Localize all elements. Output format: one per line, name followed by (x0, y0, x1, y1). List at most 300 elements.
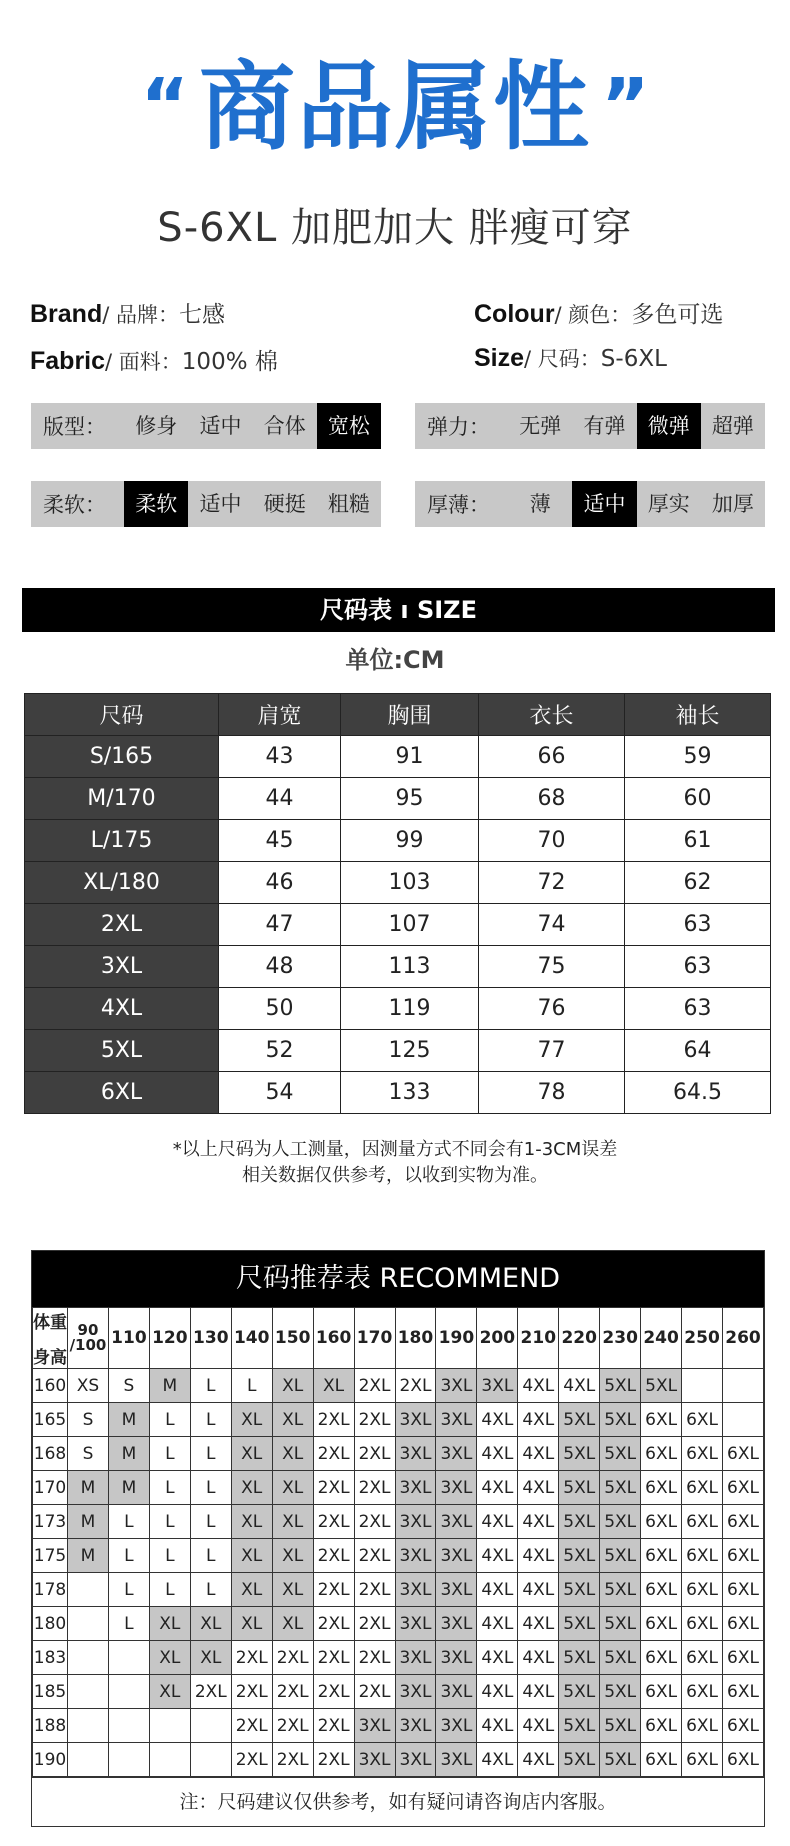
size-value-cell: 61 (625, 820, 771, 862)
size-value-cell: 99 (341, 820, 479, 862)
header-cell: 肩宽 (219, 694, 341, 736)
recommend-size-cell: 3XL (436, 1675, 477, 1709)
recommend-size-cell: 6XL (641, 1539, 682, 1573)
recommend-size-cell: 6XL (641, 1437, 682, 1471)
recommend-size-cell: 6XL (682, 1573, 723, 1607)
recommend-size-cell: 6XL (682, 1539, 723, 1573)
recommend-size-cell: 5XL (559, 1437, 600, 1471)
recommend-size-cell: L (149, 1471, 190, 1505)
height-cell: 168 (33, 1437, 68, 1471)
size-value-cell: 74 (479, 904, 625, 946)
height-cell: 185 (33, 1675, 68, 1709)
recommend-size-cell: 2XL (354, 1403, 395, 1437)
recommend-size-cell: 3XL (436, 1641, 477, 1675)
recommend-size-cell: 3XL (436, 1539, 477, 1573)
recommend-size-cell: 5XL (559, 1607, 600, 1641)
recommend-size-cell: S (108, 1369, 149, 1403)
size-value-cell: 91 (341, 736, 479, 778)
recommend-size-cell: 6XL (723, 1505, 764, 1539)
recommend-size-cell: 6XL (641, 1641, 682, 1675)
size-value-cell: 103 (341, 862, 479, 904)
selector-label: 弹力： (427, 415, 490, 439)
recommend-size-cell: 6XL (723, 1743, 764, 1777)
weight-header-cell: 160 (313, 1308, 354, 1369)
recommend-size-cell: M (108, 1437, 149, 1471)
weight-header-cell: 150 (272, 1308, 313, 1369)
size-value-cell: 107 (341, 904, 479, 946)
recommend-size-cell: 4XL (477, 1607, 518, 1641)
recommend-size-cell: XL (190, 1607, 231, 1641)
attr-colour-en: Colour (474, 300, 555, 328)
recommend-size-cell: L (190, 1505, 231, 1539)
recommend-size-cell: 3XL (354, 1709, 395, 1743)
recommend-size-cell: 3XL (436, 1573, 477, 1607)
attr-fabric-value: 100% 棉 (181, 349, 278, 375)
recommend-size-cell: 4XL (518, 1573, 559, 1607)
header-cell: 胸围 (341, 694, 479, 736)
recommend-size-cell: 5XL (600, 1403, 641, 1437)
recommend-size-cell: L (149, 1437, 190, 1471)
recommend-table (32, 1307, 764, 1777)
recommend-size-cell: 4XL (518, 1641, 559, 1675)
attr-size (474, 343, 667, 373)
recommend-row (33, 1369, 764, 1403)
recommend-size-cell: 5XL (559, 1573, 600, 1607)
recommend-size-cell: L (190, 1369, 231, 1403)
recommend-size-cell: XL (272, 1471, 313, 1505)
size-value-cell: 63 (625, 904, 771, 946)
size-value-cell: 68 (479, 778, 625, 820)
recommend-size-cell: 2XL (272, 1675, 313, 1709)
recommend-size-cell: 5XL (559, 1471, 600, 1505)
selector-label: 版型： (43, 415, 106, 439)
recommend-note: 注：尺码建议仅供参考，如有疑问请咨询店内客服。 (32, 1777, 764, 1826)
recommend-size-cell: 6XL (641, 1505, 682, 1539)
recommend-size-cell: 3XL (395, 1403, 436, 1437)
selector-label: 柔软： (43, 493, 106, 517)
selector-option[interactable]: 硬挺 (263, 492, 306, 516)
recommend-size-cell: 6XL (723, 1641, 764, 1675)
height-cell: 165 (33, 1403, 68, 1437)
size-value-cell: 46 (219, 862, 341, 904)
height-cell: 173 (33, 1505, 68, 1539)
weight-header-cell: 210 (518, 1308, 559, 1369)
corner-cell (33, 1308, 68, 1369)
weight-header-part: 90 (77, 1321, 99, 1339)
recommend-size-cell: XL (231, 1607, 272, 1641)
recommend-size-cell: XL (149, 1607, 190, 1641)
recommend-size-cell: L (149, 1573, 190, 1607)
recommend-size-cell: 5XL (600, 1607, 641, 1641)
recommend-size-cell: 6XL (723, 1573, 764, 1607)
recommend-size-cell: L (190, 1573, 231, 1607)
recommend-size-cell: 6XL (723, 1607, 764, 1641)
recommend-size-cell: 2XL (354, 1437, 395, 1471)
recommend-size-cell: 4XL (477, 1539, 518, 1573)
selector-option[interactable]: 合体 (263, 414, 306, 438)
recommend-size-cell: 6XL (682, 1743, 723, 1777)
recommend-size-cell: 5XL (559, 1505, 600, 1539)
recommend-size-cell: 3XL (395, 1709, 436, 1743)
size-table-row (25, 1030, 771, 1072)
selector-option[interactable]: 超弹 (711, 414, 754, 438)
recommend-size-cell: XL (313, 1369, 354, 1403)
size-label-cell: 5XL (25, 1030, 219, 1072)
recommend-size-cell (108, 1743, 149, 1777)
size-value-cell: 75 (479, 946, 625, 988)
weight-header-part: /100 (69, 1336, 107, 1354)
recommend-size-cell: XL (231, 1573, 272, 1607)
attr-size-en: Size (474, 344, 525, 372)
recommend-size-cell: 5XL (600, 1641, 641, 1675)
recommend-size-cell: XL (272, 1369, 313, 1403)
size-value-cell: 64.5 (625, 1072, 771, 1114)
recommend-size-cell: 4XL (518, 1437, 559, 1471)
selector-option[interactable]: 无弹 (519, 414, 562, 438)
recommend-size-cell: 4XL (477, 1437, 518, 1471)
size-table-header-row (25, 694, 771, 736)
recommend-size-cell: 4XL (477, 1709, 518, 1743)
size-label-cell: 3XL (25, 946, 219, 988)
page-title: 商品属性 (199, 51, 591, 163)
recommend-size-cell (190, 1709, 231, 1743)
size-value-cell: 48 (219, 946, 341, 988)
selector-fit (31, 403, 381, 449)
recommend-size-cell: 5XL (559, 1675, 600, 1709)
recommend-size-cell: 6XL (641, 1607, 682, 1641)
recommend-size-cell (108, 1675, 149, 1709)
recommend-size-cell: 4XL (518, 1471, 559, 1505)
weight-header-cell: 250 (682, 1308, 723, 1369)
size-value-cell: 63 (625, 946, 771, 988)
recommend-size-cell: 4XL (477, 1743, 518, 1777)
recommend-size-cell: 4XL (518, 1743, 559, 1777)
recommend-size-cell: 6XL (682, 1709, 723, 1743)
recommend-size-cell: M (149, 1369, 190, 1403)
size-value-cell: 52 (219, 1030, 341, 1072)
recommend-size-cell (68, 1573, 109, 1607)
recommend-size-cell: 4XL (559, 1369, 600, 1403)
recommend-size-cell: 6XL (723, 1709, 764, 1743)
size-value-cell: 63 (625, 988, 771, 1030)
size-value-cell: 113 (341, 946, 479, 988)
attr-brand-value: 七感 (179, 302, 225, 328)
size-value-cell: 60 (625, 778, 771, 820)
recommend-size-cell: L (149, 1505, 190, 1539)
size-value-cell: 95 (341, 778, 479, 820)
recommend-size-cell: XL (272, 1607, 313, 1641)
size-value-cell: 43 (219, 736, 341, 778)
recommend-size-cell: 4XL (518, 1403, 559, 1437)
recommend-size-cell: 3XL (395, 1437, 436, 1471)
recommend-size-cell: 3XL (395, 1641, 436, 1675)
recommend-size-cell: 3XL (436, 1607, 477, 1641)
recommend-size-cell: M (68, 1471, 109, 1505)
attr-brand-cn: / 品牌： (102, 303, 179, 327)
recommend-size-cell: 5XL (559, 1403, 600, 1437)
height-cell: 160 (33, 1369, 68, 1403)
size-label-cell: 4XL (25, 988, 219, 1030)
size-value-cell: 125 (341, 1030, 479, 1072)
recommend-size-cell: 5XL (600, 1573, 641, 1607)
recommend-size-cell: XL (272, 1403, 313, 1437)
recommend-size-cell (723, 1369, 764, 1403)
recommend-size-cell: 6XL (641, 1471, 682, 1505)
size-table (24, 693, 771, 1114)
recommend-size-cell: 2XL (354, 1539, 395, 1573)
recommend-size-cell: 5XL (600, 1505, 641, 1539)
recommend-size-cell: 5XL (600, 1369, 641, 1403)
recommend-size-cell: XL (149, 1675, 190, 1709)
recommend-row (33, 1641, 764, 1675)
height-cell: 175 (33, 1539, 68, 1573)
recommend-size-cell (149, 1743, 190, 1777)
recommend-size-cell: 3XL (354, 1743, 395, 1777)
header-cell: 尺码 (25, 694, 219, 736)
recommend-size-cell: 2XL (313, 1505, 354, 1539)
size-table-title: 尺码表 ı SIZE (22, 588, 775, 632)
weight-header-cell: 220 (559, 1308, 600, 1369)
recommend-size-cell: 3XL (436, 1437, 477, 1471)
attr-colour-cn: / 颜色： (554, 303, 632, 327)
recommend-size-cell: 3XL (436, 1471, 477, 1505)
recommend-size-cell: 4XL (518, 1369, 559, 1403)
recommend-size-cell (68, 1641, 109, 1675)
height-cell: 178 (33, 1573, 68, 1607)
recommend-size-cell: 4XL (477, 1573, 518, 1607)
recommend-size-cell: 3XL (436, 1369, 477, 1403)
selector-option-selected[interactable]: 微弹 (637, 403, 701, 449)
attr-size-value: S-6XL (600, 346, 667, 372)
recommend-size-cell: 4XL (518, 1505, 559, 1539)
size-label-cell: S/165 (25, 736, 219, 778)
recommend-size-cell: 4XL (518, 1709, 559, 1743)
size-value-cell: 45 (219, 820, 341, 862)
recommend-size-cell: XL (272, 1573, 313, 1607)
recommend-size-cell: 5XL (600, 1539, 641, 1573)
weight-header-cell: 180 (395, 1308, 436, 1369)
recommend-size-cell: 4XL (477, 1471, 518, 1505)
recommend-size-cell (149, 1709, 190, 1743)
weight-header-cell: 110 (108, 1308, 149, 1369)
recommend-size-cell (108, 1709, 149, 1743)
recommend-size-cell: 5XL (559, 1539, 600, 1573)
recommend-row (33, 1539, 764, 1573)
selector-option[interactable]: 粗糙 (327, 492, 370, 516)
size-value-cell: 76 (479, 988, 625, 1030)
recommend-size-cell: L (108, 1505, 149, 1539)
recommend-size-cell (682, 1369, 723, 1403)
recommend-size-cell: XL (149, 1641, 190, 1675)
recommend-size-cell: XL (272, 1437, 313, 1471)
weight-header-cell: 230 (600, 1308, 641, 1369)
recommend-size-cell: 6XL (682, 1437, 723, 1471)
recommend-size-cell: XL (231, 1403, 272, 1437)
recommend-size-cell: M (108, 1471, 149, 1505)
size-unit: 单位:CM (345, 646, 445, 674)
attr-colour (474, 296, 723, 329)
weight-header-cell: 200 (477, 1308, 518, 1369)
recommend-size-cell: 6XL (682, 1403, 723, 1437)
selector-option[interactable]: 适中 (199, 492, 242, 516)
recommend-size-cell: 3XL (395, 1675, 436, 1709)
recommend-size-cell: M (68, 1505, 109, 1539)
recommend-size-cell: 2XL (313, 1437, 354, 1471)
size-note-line: *以上尺码为人工测量，因测量方式不同会有1-3CM误差 (172, 1139, 618, 1160)
size-table-row (25, 988, 771, 1030)
weight-header-cell: 140 (231, 1308, 272, 1369)
recommend-size-cell: 3XL (436, 1505, 477, 1539)
size-value-cell: 47 (219, 904, 341, 946)
recommend-size-cell: 2XL (313, 1471, 354, 1505)
close-quote: ” (601, 63, 650, 149)
selector-option-selected[interactable]: 适中 (572, 481, 636, 527)
selector-option[interactable]: 有弹 (583, 414, 626, 438)
recommend-size-cell: 4XL (477, 1641, 518, 1675)
recommend-size-cell: 4XL (518, 1607, 559, 1641)
corner-height-label: 身高 (33, 1348, 67, 1368)
attr-fabric-cn: / 面料： (105, 350, 182, 374)
attr-brand (30, 296, 225, 329)
attr-fabric-en: Fabric (30, 347, 106, 375)
weight-header-cell: 260 (723, 1308, 764, 1369)
height-cell: 180 (33, 1607, 68, 1641)
recommend-size-cell: L (190, 1403, 231, 1437)
recommend-size-cell: 5XL (600, 1471, 641, 1505)
height-cell: 188 (33, 1709, 68, 1743)
weight-header-cell: 130 (190, 1308, 231, 1369)
recommend-size-cell: 4XL (477, 1505, 518, 1539)
size-value-cell: 72 (479, 862, 625, 904)
recommend-size-cell: S (68, 1437, 109, 1471)
size-table-row (25, 820, 771, 862)
size-table-row (25, 736, 771, 778)
size-table-row (25, 904, 771, 946)
recommend-size-cell: 3XL (436, 1743, 477, 1777)
header-cell: 衣长 (479, 694, 625, 736)
recommend-size-cell: 2XL (354, 1471, 395, 1505)
size-note (0, 1137, 790, 1189)
recommend-size-cell: XL (231, 1471, 272, 1505)
recommend-size-cell: 2XL (313, 1403, 354, 1437)
recommend-size-cell: 2XL (313, 1641, 354, 1675)
recommend-size-cell: M (108, 1403, 149, 1437)
recommend-size-cell: L (108, 1573, 149, 1607)
recommend-size-cell: 5XL (600, 1743, 641, 1777)
selector-option[interactable]: 加厚 (711, 492, 754, 516)
recommend-size-cell: XS (68, 1369, 109, 1403)
size-value-cell: 133 (341, 1072, 479, 1114)
recommend-size-cell: 6XL (641, 1573, 682, 1607)
selector-option[interactable]: 适中 (199, 414, 242, 438)
size-table-row (25, 1072, 771, 1114)
recommend-row (33, 1573, 764, 1607)
recommend-row (33, 1709, 764, 1743)
height-cell: 190 (33, 1743, 68, 1777)
weight-header-cell: 190 (436, 1308, 477, 1369)
attr-colour-value: 多色可选 (631, 302, 724, 328)
attr-fabric (30, 343, 278, 376)
recommend-size-cell: 2XL (313, 1539, 354, 1573)
recommend-size-cell (723, 1403, 764, 1437)
selector-option[interactable]: 修身 (135, 414, 178, 438)
recommend-size-cell: 2XL (231, 1641, 272, 1675)
selector-softness (31, 481, 381, 527)
size-value-cell: 119 (341, 988, 479, 1030)
weight-header-cell: 120 (149, 1308, 190, 1369)
recommend-size-cell: 2XL (231, 1743, 272, 1777)
recommend-size-cell (190, 1743, 231, 1777)
size-value-cell: 59 (625, 736, 771, 778)
recommend-size-cell: 4XL (477, 1403, 518, 1437)
recommend-size-cell: 2XL (231, 1675, 272, 1709)
recommend-size-cell: 2XL (313, 1743, 354, 1777)
size-label-cell: 2XL (25, 904, 219, 946)
selector-option-selected[interactable]: 宽松 (317, 403, 381, 449)
height-cell: 183 (33, 1641, 68, 1675)
recommend-size-cell: L (190, 1539, 231, 1573)
recommend-size-cell: 2XL (395, 1369, 436, 1403)
recommend-size-cell (68, 1607, 109, 1641)
recommend-size-cell (68, 1743, 109, 1777)
selector-option[interactable]: 薄 (529, 492, 551, 516)
size-table-row (25, 778, 771, 820)
recommend-size-cell: 2XL (354, 1505, 395, 1539)
recommend-row (33, 1437, 764, 1471)
recommend-size-cell: 2XL (272, 1743, 313, 1777)
size-table-body (25, 736, 771, 1114)
size-table-row (25, 946, 771, 988)
size-table-row (25, 862, 771, 904)
recommend-size-cell: 3XL (395, 1743, 436, 1777)
size-value-cell: 64 (625, 1030, 771, 1072)
recommend-size-cell: L (149, 1539, 190, 1573)
selector-option[interactable]: 厚实 (647, 492, 690, 516)
recommend-size-cell: 5XL (559, 1641, 600, 1675)
recommend-row (33, 1743, 764, 1777)
size-value-cell: 77 (479, 1030, 625, 1072)
recommend-size-cell: 3XL (395, 1573, 436, 1607)
size-note-line: 相关数据仅供参考，以收到实物为准。 (242, 1165, 548, 1186)
recommend-size-cell: 6XL (682, 1607, 723, 1641)
recommend-size-cell: 3XL (436, 1709, 477, 1743)
size-label-cell: L/175 (25, 820, 219, 862)
height-cell: 170 (33, 1471, 68, 1505)
size-value-cell: 62 (625, 862, 771, 904)
recommend-title: 尺码推荐表 RECOMMEND (32, 1251, 764, 1307)
recommend-size-cell: L (190, 1471, 231, 1505)
size-label-cell: XL/180 (25, 862, 219, 904)
recommend-size-cell: 6XL (723, 1471, 764, 1505)
header-cell: 袖长 (625, 694, 771, 736)
recommend-size-cell: XL (231, 1505, 272, 1539)
selector-thickness (415, 481, 765, 527)
selector-elasticity (415, 403, 765, 449)
recommend-size-cell: 3XL (395, 1471, 436, 1505)
selector-option-selected[interactable]: 柔软 (124, 481, 188, 527)
recommend-size-cell: 5XL (559, 1709, 600, 1743)
recommend-row (33, 1675, 764, 1709)
recommend-size-cell: S (68, 1403, 109, 1437)
recommend-size-cell: L (108, 1539, 149, 1573)
open-quote: “ (140, 63, 189, 149)
recommend-row (33, 1403, 764, 1437)
recommend-size-cell: L (190, 1437, 231, 1471)
recommend-size-cell: 6XL (641, 1675, 682, 1709)
size-value-cell: 54 (219, 1072, 341, 1114)
recommend-size-cell: XL (190, 1641, 231, 1675)
recommend-size-cell: 5XL (600, 1675, 641, 1709)
